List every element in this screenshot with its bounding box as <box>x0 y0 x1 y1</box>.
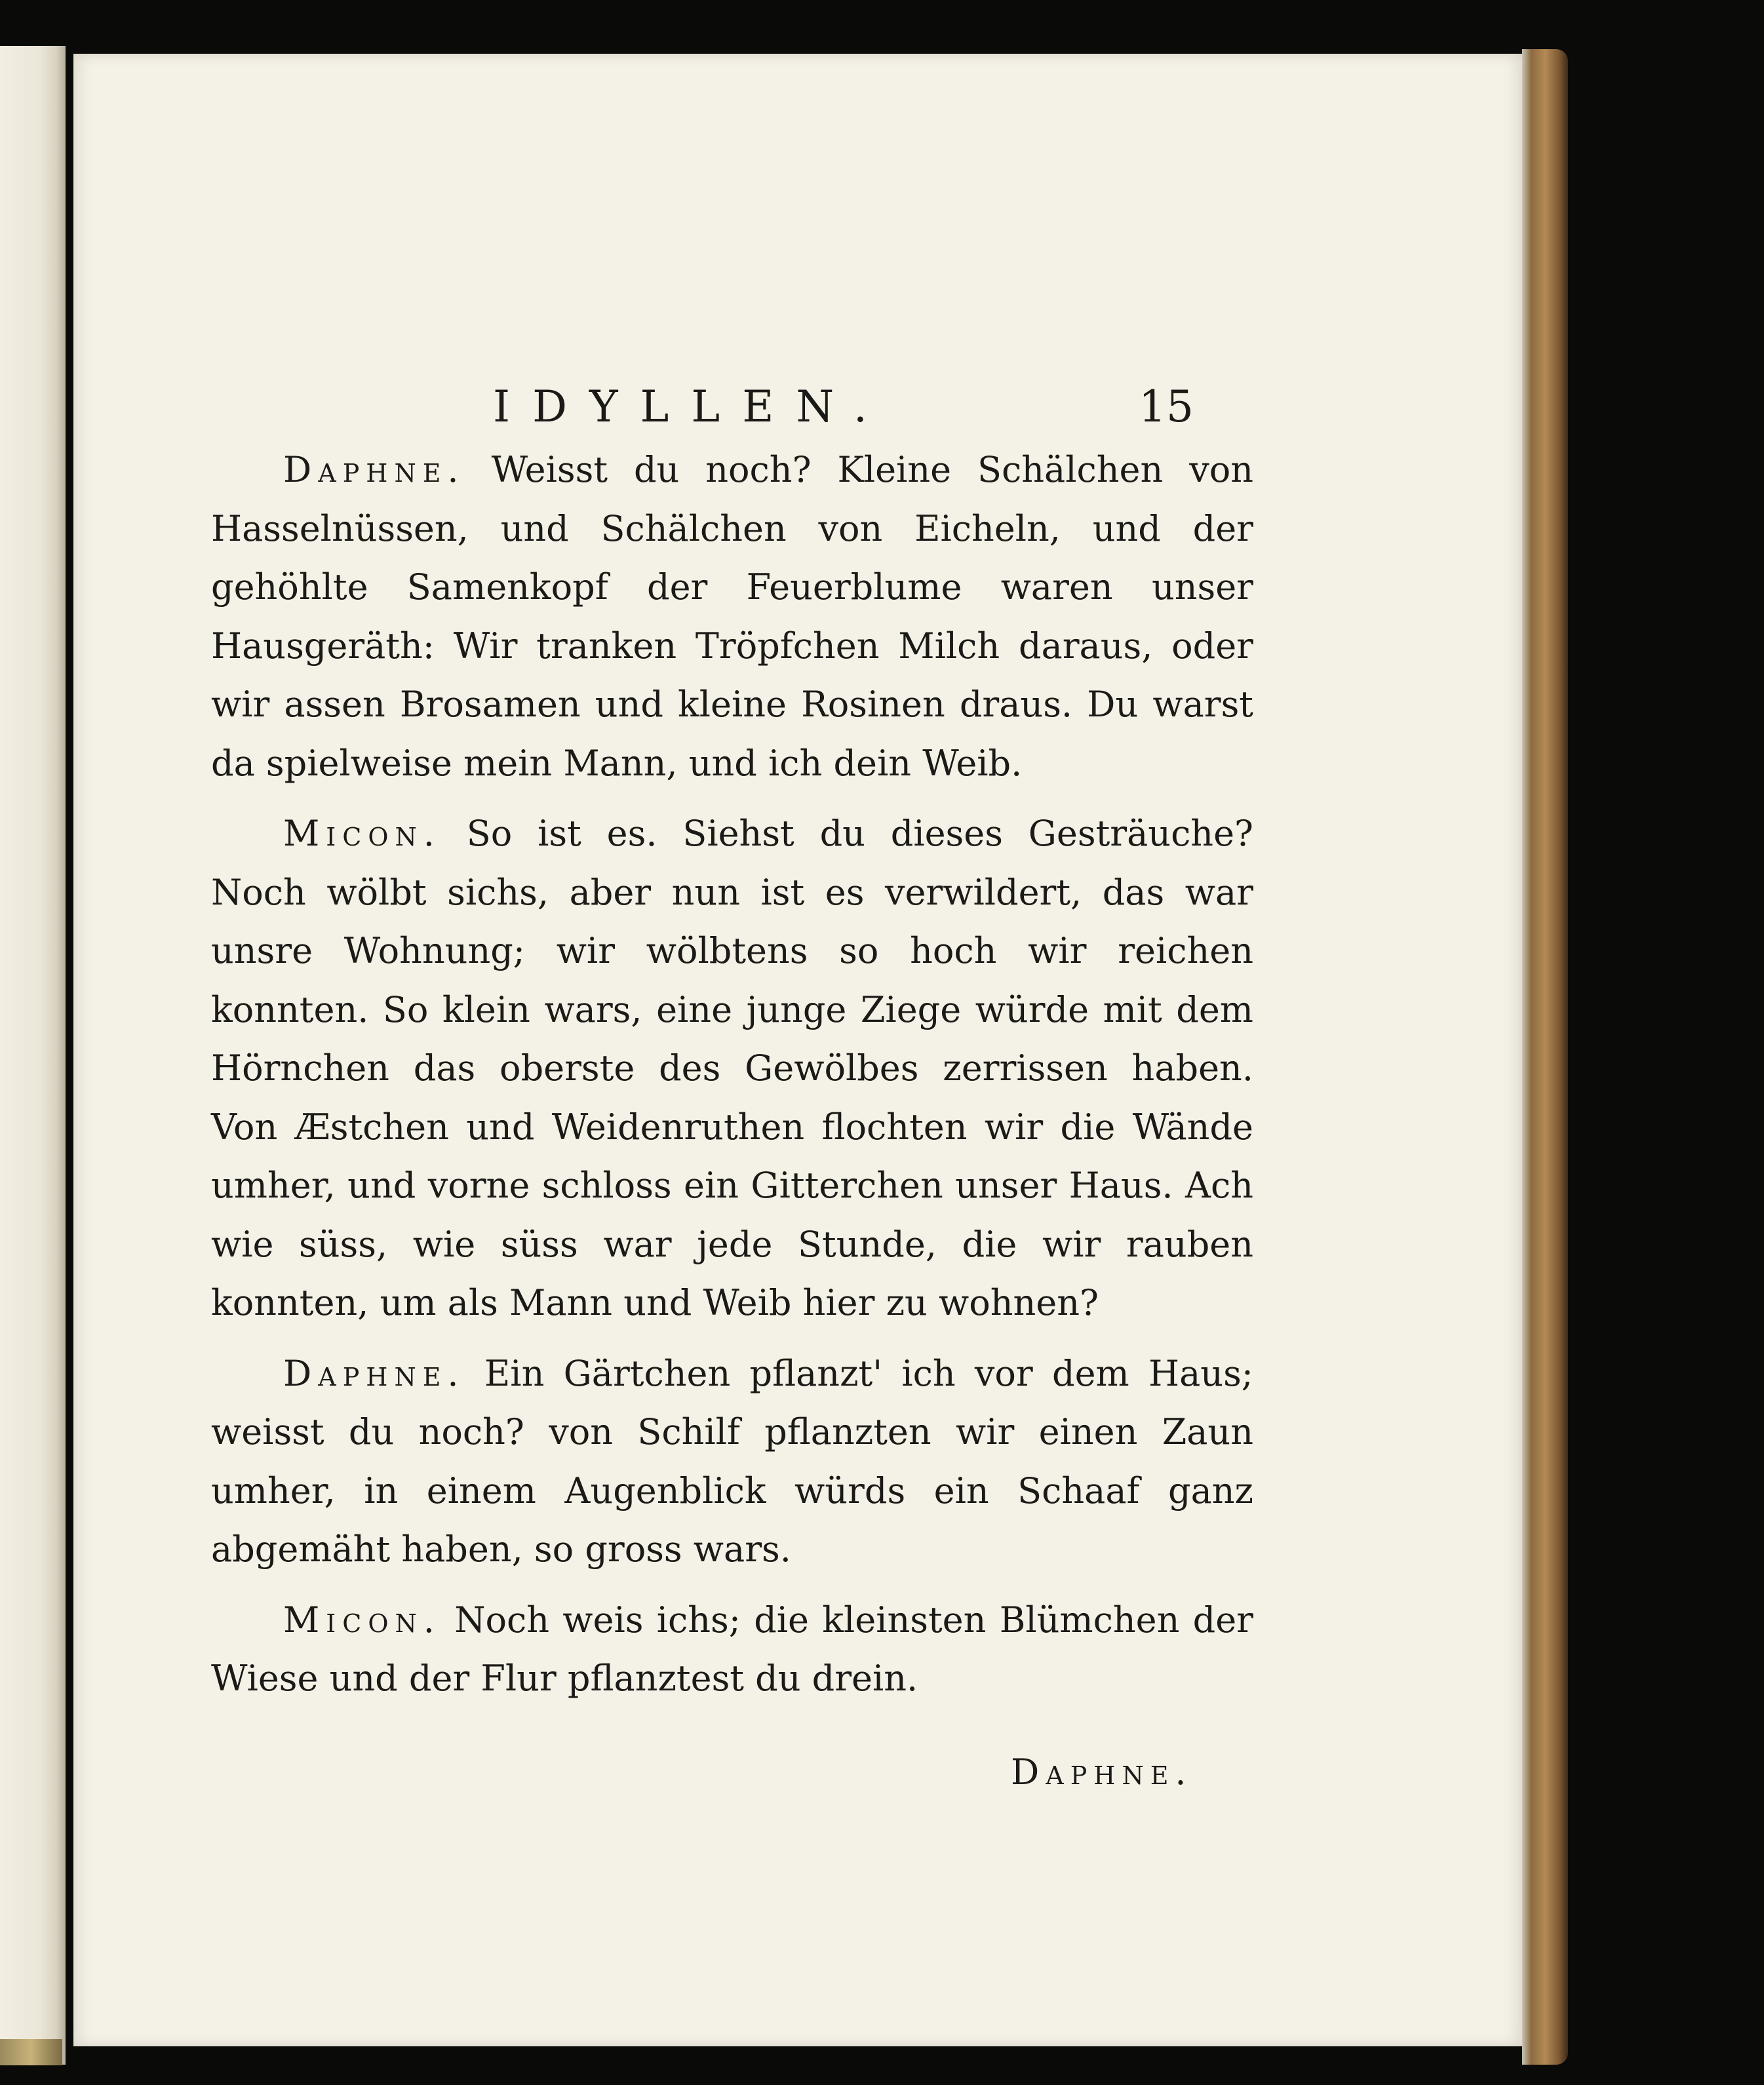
paragraph-text: Ein Gärtchen pflanzt' ich vor dem Haus; weisst du noch? von Schilf pflanzten wir einen Zaun umher, in einem Augenblick würds ein Schaaf ganz abgemäht haben, so gross wars. <box>211 1352 1253 1570</box>
paragraph-3 <box>211 1344 1253 1579</box>
book-page <box>73 54 1522 2046</box>
speaker-name: Micon. <box>283 813 441 854</box>
facing-page-edge <box>0 46 66 2065</box>
paragraph-2 <box>211 804 1253 1333</box>
paragraph-1 <box>211 440 1253 792</box>
book-cover-edge <box>1522 49 1568 2065</box>
running-title: IDYLLEN. <box>493 381 890 432</box>
speaker-name: Micon. <box>283 1599 441 1641</box>
paragraph-text: Weisst du noch? Kleine Schälchen von Hasselnüssen, und Schälchen von Eicheln, und der gehöhlte Samenkopf der Feuerblume waren unser Hausgeräth: Wir tranken Tröpfchen Milch daraus, oder wir assen Brosamen und kleine Rosinen draus. Du warst da spielweise mein Mann, und ich dein Weib. <box>211 449 1253 784</box>
catchword: Daphne. <box>1011 1751 1193 1793</box>
paragraph-text: Noch weis ichs; die kleinsten Blümchen der Wiese und der Flur pflanztest du drein. <box>211 1599 1253 1699</box>
paragraph-4 <box>211 1591 1253 1708</box>
facing-page-gilt-edge <box>0 2039 62 2065</box>
page-number: 15 <box>1139 381 1194 432</box>
running-head <box>73 381 1522 440</box>
speaker-name: Daphne. <box>283 1352 465 1394</box>
speaker-name: Daphne. <box>283 449 465 490</box>
text-block <box>211 440 1253 1720</box>
paragraph-text: So ist es. Siehst du dieses Gesträuche? Noch wölbt sichs, aber nun ist es verwildert, das war unsre Wohnung; wir wölbtens so hoch wir reichen konnten. So klein wars, eine junge Ziege würde mit dem Hörnchen das oberste des Gewölbes zerrissen haben. Von Æstchen und Weidenruthen flochten wir die Wände umher, und vorne schloss ein Gitterchen unser Haus. Ach wie süss, wie süss war jede Stunde, die wir rauben konnten, um als Mann und Weib hier zu wohnen? <box>211 813 1253 1323</box>
